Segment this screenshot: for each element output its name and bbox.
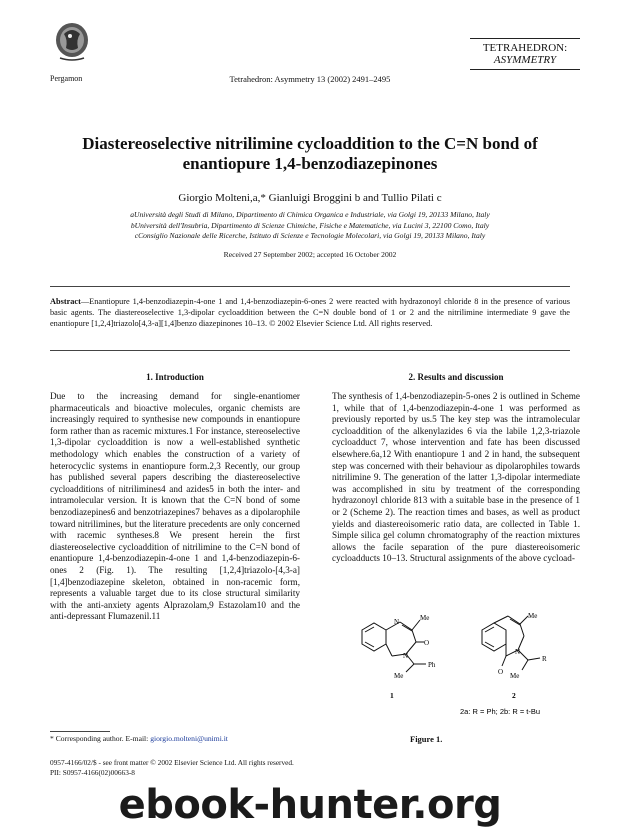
abstract: [50, 296, 570, 329]
figure-caption: Figure 1.: [410, 734, 443, 744]
copyright-line: 0957-4166/02/$ - see front matter © 2002 Elsevier Science Ltd. All rights reserved.: [50, 758, 294, 767]
received-dates: Received 27 September 2002; accepted 16 October 2002: [223, 250, 397, 259]
publisher-name: Pergamon: [50, 74, 83, 83]
paper-title: [40, 134, 580, 174]
fig-label-ph1: Ph: [428, 661, 436, 669]
publisher-logo: [54, 22, 90, 62]
author-list: Giorgio Molteni,a,* Gianluigi Broggini b and Tullio Pilati c: [178, 192, 442, 204]
fig-label-me3: Me: [528, 612, 538, 620]
fig-label-r: R: [542, 655, 547, 663]
structure-1: [362, 620, 426, 672]
abstract-top-rule: [50, 286, 570, 287]
fig-label-n3: N: [515, 648, 521, 656]
introduction-text: Due to the increasing demand for single-enantiomer pharmaceuticals and bioactive molecules, organic chemists are increasingly required to synthesise new compounds in enantiopure form rather than as racemic mixtures.1 For instance, stereoselective 1,3-dipolar cycloaddition is now a well-established synthetic methodology which enables the construction of a variety of heterocyclic systems in enantiopure form.2,3 Recently, our group has published several papers describing the diastereoselective cycloadditions of nitrilimines4 and azides5 in both the inter- and intramolecular version. It is known that the C=N bond of some benzodiazepines6 and benzotriazepines7 behaves as a dipolarophile toward nitrilimines, but the literature precedents are only concerned with racemic syntheses.8 We present herein the first diastereoselective cycloaddition of nitrilimine to the C=N bond of enantiopure 1,4-benzodiazepin-4-one 1 and 1,4-benzodiazepin-6-ones 2 (Fig. 1). The resulting [1,2,4]triazolo-[4,3-a][1,4]benzodiazepine skeleton, obtained in non-racemic form, represents a valuable target due to its close structural similarity with the anti-anxiety agents Alprazolam,9 Estazolam10 and the anti-depressant Flumazenil.11: [50, 391, 300, 622]
footnote-rule: [50, 731, 110, 732]
compound-label-2: 2: [512, 691, 516, 700]
affiliation-list: [0, 210, 620, 242]
title-line1: Diastereoselective nitrilimine cycloaddition to the C=N bond of: [82, 134, 538, 153]
affiliation-c: cConsiglio Nazionale delle Ricerche, Istituto di Scienze e Tecnologie Molecolari, via Golgi 19, 20133 Milano, Italy: [134, 231, 486, 240]
compound-label-1: 1: [390, 691, 394, 700]
results-text: The synthesis of 1,4-benzodiazepin-5-ones 2 is outlined in Scheme 1, while that of 1,4-benzodiazepin-4-one 1 was performed as previously reported by us.5 The key step was the intramolecular cycloaddition of the alkenylazides 6 via the labile 1,2,3-triazole cycloadduct 7, whose intervention and fate has been discussed elsewhere.6a,12 With enantiopure 1 and 2 in hand, the subsequent step was concerned with their behaviour as dipolarophiles towards nitrilimine 9. The generation of the latter 1,3-dipolar intermediate was accomplished in situ by treatment of the corresponding hydrazonoyl chloride 813 with a suitable base in the presence of 1 or 2 (Scheme 2). The reaction times and bases, as well as product yields and diastereoisomeric ratio data, are collected in Table 1. Simple silica gel column chromatography of the reaction mixtures allows the facile separation of the pure diastereoisomeric cycloadducts 10–13. Structural assignments of the above cycload-: [332, 391, 580, 564]
fig-label-o1: O: [424, 639, 430, 647]
author-email-link[interactable]: giorgio.molteni@unimi.it: [150, 734, 228, 743]
abstract-label: Abstract: [50, 297, 81, 306]
fig-label-me1: Me: [420, 614, 430, 622]
section-heading-introduction: 1. Introduction: [146, 372, 204, 382]
fig-legend: 2a: R = Ph; 2b: R = t-Bu: [460, 707, 541, 716]
pii-line: PII: S0957-4166(02)00663-8: [50, 768, 135, 777]
copyright-legal: [50, 758, 294, 778]
fig-label-me4: Me: [510, 672, 520, 680]
fig-label-o2: O: [498, 668, 504, 676]
affiliation-a: aUniversità degli Studi di Milano, Dipartimento di Chimica Organica e Industriale, via Golgi 19, 20133 Milano, Italy: [130, 210, 490, 219]
section-heading-results: 2. Results and discussion: [408, 372, 504, 382]
journal-name-box: [470, 38, 580, 70]
fig-label-me2: Me: [394, 672, 404, 680]
corresponding-author-footnote: * Corresponding author. E-mail: giorgio.molteni@unimi.it: [50, 734, 228, 743]
affiliation-b: bUniversità dell'Insubria, Dipartimento di Scienze Chimiche, Fisiche e Matematiche, via Lucini 3, 22100 Como, Italy: [130, 220, 490, 230]
abstract-bottom-rule: [50, 350, 570, 351]
fig-label-n1: N: [394, 618, 400, 626]
abstract-text: —Enantiopure 1,4-benzodiazepin-4-one 1 and 1,4-benzodiazepin-6-ones 2 were reacted with hydrazonoyl chloride 8 in the presence of various basic agents. The diastereoselective 1,3-dipolar cycloaddition between the C=N double bond of 1 or 2 and the nitrilimine intermediate 9 gave the enantiopure [1,2,4]triazolo[4,3-a][1,4]benzo diazepinones 10–13. © 2002 Elsevier Science Ltd. All rights reserved.: [50, 297, 570, 328]
watermark-text: ebook-hunter.org: [118, 782, 502, 828]
journal-name-line2: ASYMMETRY: [493, 54, 557, 66]
title-line2: enantiopure 1,4-benzodiazepinones: [182, 154, 438, 173]
journal-citation: Tetrahedron: Asymmetry 13 (2002) 2491–2495: [229, 74, 391, 84]
journal-name-line1: TETRAHEDRON:: [482, 42, 568, 54]
figure-1-structures: [342, 612, 582, 730]
fig-label-n2: N: [403, 652, 409, 660]
structure-2: [482, 616, 540, 670]
